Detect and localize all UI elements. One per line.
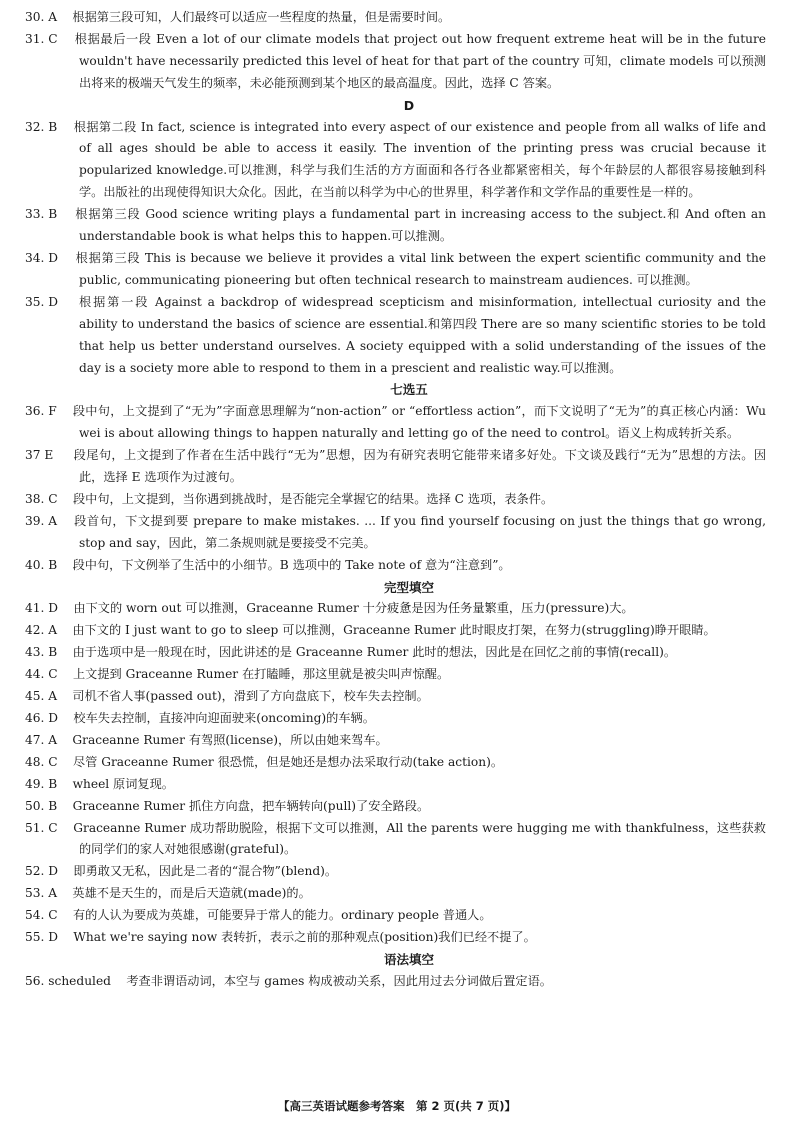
- answer-item: [25, 401, 766, 445]
- answer-number: 33. B: [25, 207, 58, 222]
- answer-item: [25, 686, 766, 708]
- answer-number: 50. B: [25, 798, 58, 813]
- answer-number: 36. F: [25, 404, 57, 419]
- answer-number: 42. A: [25, 623, 58, 638]
- answer-item: [25, 730, 766, 752]
- answer-explanation: 段中句，上文提到了“无为”字面意思理解为“non-action” or “effortless action”，而下文说明了“无为”的真正核心内涵：Wu wei is about allowing things to happen naturally and letting go of the need to control。语义上构成转折关系。: [72, 404, 766, 441]
- answer-item: [25, 7, 766, 29]
- answer-item: [25, 796, 766, 818]
- answer-item: [25, 117, 767, 205]
- answer-explanation: 考查非谓语动词，本空与 games 构成被动关系，因此用过去分词做后置定语。: [126, 973, 552, 988]
- answer-explanation: wheel 原词复现。: [72, 776, 174, 791]
- answer-item: [25, 445, 767, 489]
- answer-number: 32. B: [25, 119, 58, 134]
- answer-number: 46. D: [25, 711, 59, 725]
- answer-item: [25, 511, 766, 555]
- page-footer: 【高三英语试题参考答案 第 2 页(共 7 页)】: [277, 1099, 517, 1113]
- answer-explanation: 有的人认为要成为英雄，可能要异于常人的能力。ordinary people 普通人。: [72, 908, 492, 923]
- answer-number: 45. A: [25, 689, 58, 704]
- answer-number: 43. B: [25, 645, 58, 660]
- answer-explanation: Graceanne Rumer 有驾照(license)，所以由她来驾车。: [72, 732, 388, 747]
- answer-number: 40. B: [25, 557, 58, 572]
- answer-number: 31. C: [25, 31, 58, 46]
- answer-item: [25, 598, 766, 620]
- answer-item: [25, 489, 766, 511]
- answer-explanation: 根据第一段 Against a backdrop of widespread scepticism and misinformation, intellectual curiosity and the ability to understand the basics of science are essential.和第四段 There are so many scientific stories to be told that help us better understand ourselves. A society equipped with a solid understanding of the issues of the day is a society more able to respond to them in a prescient and realistic way.可以推测。: [79, 294, 766, 375]
- answer-explanation: What we're saying now 表转折，表示之前的那种观点(position)我们已经不提了。: [73, 930, 536, 945]
- answer-explanation: 由下文的 worn out 可以推测，Graceanne Rumer 十分疲惫是因为任务量繁重，压力(pressure)大。: [73, 601, 634, 616]
- answer-number: 37 E: [25, 448, 54, 463]
- answer-explanation: 段中句，下文例举了生活中的小细节。B 选项中的 Take note of 意为“注意到”。: [72, 557, 511, 572]
- section-heading-wanxing: 完型填空: [383, 579, 434, 595]
- answer-explanation: 由下文的 I just want to go to sleep 可以推测，Graceanne Rumer 此时眼皮打架，在努力(struggling)睁开眼睛。: [72, 623, 716, 638]
- answer-number: 54. C: [25, 908, 58, 923]
- answer-explanation: 根据第二段 In fact, science is integrated into every aspect of our existence and people from all walks of life and of all ages should be able to access it easily. The invention of the printing press was crucial because it popularized knowledge.可以推测，科学与我们生活的方方面面和各行各业都紧密相关，每个年龄层的人都很容易接触到科学。出版社的出现使得知识大众化。因此，在当前以科学为中心的世界里，科学著作和文学作品的重要性是一样的。: [73, 119, 767, 200]
- answer-number: 38. C: [25, 491, 58, 506]
- answer-number: 53. A: [25, 886, 58, 901]
- answer-item: [25, 642, 766, 664]
- answer-item: [25, 927, 766, 949]
- answer-number: 30. A: [25, 10, 58, 24]
- answer-item: [25, 971, 766, 993]
- answer-item: [25, 752, 766, 774]
- answer-explanation: 根据第三段 Good science writing plays a fundamental part in increasing access to the subject.和 And often an understandable book is what helps this to happen.可以推测。: [75, 207, 766, 244]
- answer-number: 44. C: [25, 667, 58, 682]
- answer-explanation: Graceanne Rumer 成功帮助脱险，根据下文可以推测，All the parents were hugging me with thankfulness，这些获救的同学们的家人对她很感谢(grateful)。: [73, 820, 766, 857]
- answer-number: 47. A: [25, 732, 58, 747]
- answer-explanation: 段尾句，上文提到了作者在生活中践行“无为”思想，因为有研究表明它能带来诸多好处。下文谈及践行“无为”思想的方法。因此，选择 E 选项作为过渡句。: [73, 448, 767, 485]
- answer-number: 52. D: [25, 864, 59, 879]
- answer-item: [25, 664, 766, 686]
- answer-item: [25, 774, 766, 796]
- answer-item: [25, 905, 766, 927]
- answer-explanation: 校车失去控制，直接冲向迎面驶来(oncoming)的车辆。: [73, 711, 375, 725]
- answer-item: [25, 620, 766, 642]
- answer-number: 39. A: [25, 513, 58, 528]
- answer-number: 48. C: [25, 754, 58, 769]
- answer-explanation: 根据第三段可知，人们最终可以适应一些程度的热量，但是需要时间。: [72, 10, 451, 24]
- answer-number: 35. D: [25, 294, 59, 309]
- answer-explanation: 司机不省人事(passed out)，滑到了方向盘底下，校车失去控制。: [72, 689, 429, 704]
- answer-item: [25, 204, 766, 248]
- answer-number: 34. D: [25, 250, 59, 265]
- answer-explanation: 英雄不是天生的，而是后天造就(made)的。: [72, 886, 311, 901]
- answer-number: 49. B: [25, 776, 58, 791]
- answer-number: 55. D: [25, 930, 59, 945]
- answer-explanation: 上文提到 Graceanne Rumer 在打瞌睡，那这里就是被尖叫声惊醒。: [72, 667, 450, 682]
- answer-number: 41. D: [25, 601, 59, 616]
- section-heading-qixuanwu: 七选五: [390, 382, 428, 398]
- answer-explanation: 尽管 Graceanne Rumer 很恐慌，但是她还是想办法采取行动(take action)。: [72, 754, 504, 769]
- answer-number: 51. C: [25, 820, 58, 835]
- answer-item: [25, 708, 766, 730]
- answer-item: [25, 248, 767, 292]
- answer-item: [25, 555, 766, 577]
- answer-explanation: 段首句，下文提到要 prepare to make mistakes. ... If you find yourself focusing on just the things that go wrong, stop and say，因此，第二条规则就是要接受不完美。: [74, 513, 766, 550]
- answer-item: [25, 292, 766, 380]
- section-heading-d: D: [403, 97, 415, 113]
- answer-explanation: 根据第三段 This is because we believe it provides a vital link between the expert scientific community and the public, communicating pioneering but often technical research to mainstream audiences. 可以推测。: [75, 250, 767, 287]
- answer-item: [25, 818, 766, 862]
- answer-explanation: 段中句，上文提到，当你遇到挑战时，是否能完全掌握它的结果。选择 C 选项，表条件。: [72, 491, 554, 506]
- answer-explanation: 根据最后一段 Even a lot of our climate models that project out how frequent extreme heat will be in the future wouldn't have necessarily predicted this level of heat for that part of the country 可知，climate models 可以预测出将来的极端天气发生的频率，未必能预测到某个地区的最高温度。因此，选择 C 答案。: [74, 31, 766, 90]
- answer-explanation: 即勇敢又无私，因此是二者的“混合物”(blend)。: [73, 864, 338, 879]
- answer-explanation: 由于选项中是一般现在时，因此讲述的是 Graceanne Rumer 此时的想法，因此是在回忆之前的事情(recall)。: [72, 645, 677, 660]
- answer-item: [25, 29, 766, 95]
- answer-item: [25, 861, 766, 883]
- answer-explanation: Graceanne Rumer 抓住方向盘，把车辆转向(pull)了安全路段。: [72, 798, 430, 813]
- answer-number: 56. scheduled: [25, 973, 111, 988]
- section-heading-yufa: 语法填空: [383, 951, 434, 967]
- answer-item: [25, 883, 766, 905]
